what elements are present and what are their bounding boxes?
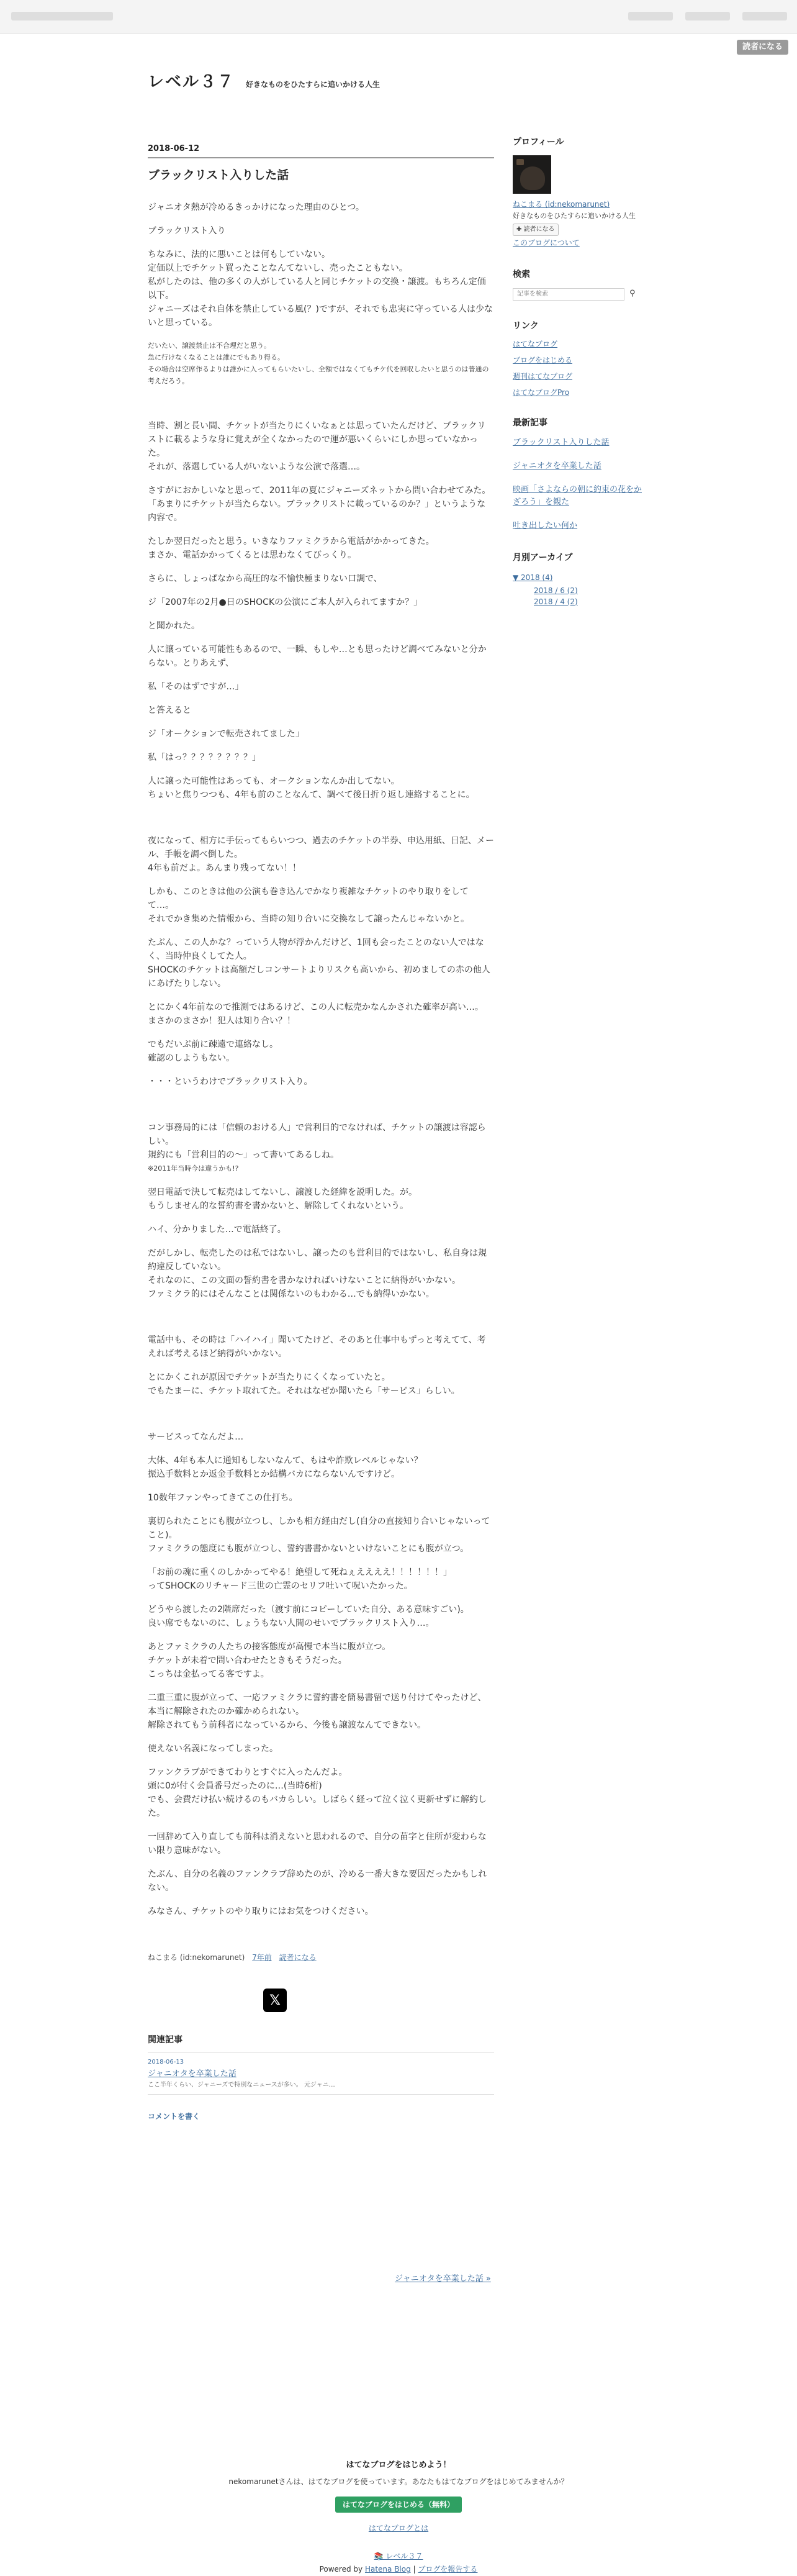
entry-title[interactable]: ブラックリスト入りした話 [148, 168, 289, 182]
entry-date[interactable]: 2018-06-12 [148, 143, 494, 158]
entry-paragraph [148, 1186, 494, 1213]
entry-paragraph [148, 936, 494, 991]
link-item[interactable]: はてなブログ [513, 340, 558, 349]
entry-paragraph [148, 643, 494, 670]
profile-subscribe-button[interactable]: ✚ 読者になる [513, 224, 559, 236]
entry-line: 人に譲っている可能性もあるので、一瞬、もしや…とも思ったけど調べてみないと分からない。とりあえず、 [148, 645, 487, 669]
search-icon[interactable]: ⚲ [629, 289, 636, 299]
entry-line: こっちは金払ってる客ですよ。 [148, 1669, 269, 1680]
entry-paragraph [148, 1742, 494, 1756]
paragraph-gap [148, 812, 494, 834]
entry-line: ジ「オークションで転売されてました」 [148, 729, 304, 740]
entry-line: その場合は空席作るよりは誰かに入ってもらいたいし、全額ではなくてもチケ代を回収したいと思うのは普通の考えだろう。 [148, 365, 489, 386]
links-heading: リンク [513, 320, 539, 331]
blog-header [148, 70, 380, 96]
entry-line: 私がしたのは、他の多くの人がしている人と同じチケットの交換・譲渡。もちろん定価以下。 [148, 277, 486, 301]
entry-line: ファミクラ的にはそんなことは関係ないのもわかる…でも納得いかない。 [148, 1289, 435, 1300]
avatar[interactable] [513, 155, 551, 194]
entry-paragraph [148, 572, 494, 586]
related-title[interactable]: ジャニオタを卒業した話 [148, 2069, 236, 2079]
entry-line: ってSHOCKのリチャード三世の亡霊のセリフ吐いて呪いたかった。 [148, 1581, 413, 1592]
entry-line: ファミクラの態度にも腹が立つし、誓約書書かないといけないことにも腹が立つ。 [148, 1544, 469, 1554]
entry-line: 一回辞めて入り直しても前科は消えないと思われるので、自分の苗字と住所が変わらない限り意味がない。 [148, 1832, 487, 1856]
entry-paragraph [148, 201, 494, 214]
entry-body [148, 201, 494, 1918]
search-heading: 検索 [513, 269, 530, 279]
entry-paragraph [148, 834, 494, 875]
entry-line: 人に譲った可能性はあっても、オークションなんか出してない。 [148, 776, 400, 787]
entry-paragraph [148, 224, 494, 238]
entry-line: 二重三重に腹が立って、一応ファミクラに誓約書を簡易書留で送り付けてやったけど、本当に解除されたのか確かめられない。 [148, 1693, 487, 1717]
related-item[interactable] [148, 2058, 494, 2095]
author-name[interactable]: ねこまる (id:nekomarunet) [148, 1953, 245, 1962]
archive-heading: 月別アーカイブ [513, 552, 573, 563]
entry-paragraph [148, 1000, 494, 1028]
archive-year-toggle[interactable]: ▼ 2018 (4) [513, 573, 553, 583]
entry-paragraph [148, 1454, 494, 1481]
entry-line: 4年も前だよ。あんまり残ってない！！ [148, 863, 301, 874]
entry-line: だがしかし、転売したのは私ではないし、譲ったのも営利目的ではないし、私自身は規約違反していない。 [148, 1248, 487, 1272]
paragraph-gap [148, 1408, 494, 1430]
entry-paragraph [148, 419, 494, 474]
entry-line: 急に行けなくなることは誰にでもあり得る。 [148, 353, 284, 362]
entry-line: と聞かれた。 [148, 621, 200, 632]
entry-line: たぶん、自分の名義のファンクラブ辞めたのが、冷める一番大きな要因だったかもしれない。 [148, 1869, 487, 1893]
hatena-blog-link[interactable]: Hatena Blog [364, 2565, 411, 2574]
entry-line: でもだいぶ前に疎遠で連絡なし。 [148, 1040, 278, 1050]
entry-line: 夜になって、相方に手伝ってもらいつつ、過去のチケットの半券、申込用紙、日記、メール、手帳を調べ倒した。 [148, 836, 494, 860]
entry-line: 「お前の魂に重くのしかかってやる！絶望して死ねぇええええ！！！！！！」 [148, 1567, 452, 1578]
entry-line: まさか、電話かかってくるとは思わなくてびっくり。 [148, 550, 356, 561]
entry-line: ジ「2007年の2月●日のSHOCKの公演にご本人が入られてますか？」 [148, 597, 423, 608]
recent-heading: 最新記事 [513, 418, 547, 429]
link-item[interactable]: ブログをはじめる [513, 356, 573, 365]
entry-line: しかも、このときは他の公演も巻き込んでかなり複雑なチケットのやり取りをしてて…。 [148, 887, 469, 911]
entry-line: 10数年ファンやってきてこの仕打ち。 [148, 1493, 298, 1503]
entry-paragraph [148, 1515, 494, 1556]
archive-section [513, 551, 649, 607]
entry-line: ジャニーズはそれ自体を禁止している風(？)ですが、それでも忠実に守っている人は少ないと思っている。 [148, 304, 493, 329]
entry-line: 翌日電話で決して転売はしてないし、譲渡した経緯を説明した。が。 [148, 1187, 417, 1198]
entry-line: 裏切られたことにも腹が立つし、しかも相方経由だし(自分の直接知り合いじゃないってこと)。 [148, 1517, 490, 1541]
search-section [513, 268, 649, 301]
link-item[interactable]: 週刊はてなブログ [513, 372, 573, 381]
entry-line: ・・・というわけでブラックリスト入り。 [148, 1077, 313, 1087]
related-heading: 関連記事 [148, 2033, 494, 2052]
entry-footer [148, 1952, 494, 1964]
entry-line: さらに、しょっぱなから高圧的な不愉快極まりない口調で、 [148, 574, 382, 584]
entry-line: ちょいと焦りつつも、4年も前のことなんて、調べて後日折り返し連絡することに。 [148, 790, 475, 800]
entry-line: ちなみに、法的に悪いことは何もしていない。 [148, 250, 330, 260]
entry-paragraph [148, 1333, 494, 1361]
entry-line: それなのに、この文面の誓約書を書かなければいけないことに納得がいかない。 [148, 1276, 461, 1286]
paragraph-gap [148, 1311, 494, 1333]
blog-description: 好きなものをひたすらに追いかける人生 [246, 80, 380, 89]
search-input[interactable] [513, 288, 624, 301]
powered-separator: | [410, 2565, 418, 2574]
link-item[interactable]: はてなブログPro [513, 388, 570, 397]
entry-line: 「あまりにチケットが当たらない。ブラックリストに載っているのか？」というような内容で。 [148, 499, 486, 524]
entry-paragraph [148, 1867, 494, 1895]
entry-line: だいたい、譲渡禁止は不合理だと思う。 [148, 342, 271, 350]
entry-line: さすがにおかしいなと思って、2011年の夏にジャニーズネットから問い合わせてみた。 [148, 486, 491, 496]
footer-subscribe-link[interactable]: 読者になる [279, 1953, 317, 1962]
header-menu-placeholder[interactable] [628, 12, 673, 20]
paragraph-gap [148, 1099, 494, 1121]
entry-line: ※2011年当時今は違うかも!? [148, 1164, 239, 1173]
entry-line: 規約にも「営利目的の〜」って書いてあるしね。 [148, 1150, 339, 1161]
entry-paragraph [148, 680, 494, 694]
entry-line: コン事務局的には「信頼のおける人」で営利目的でなければ、チケットの譲渡は容認らしい。 [148, 1123, 486, 1147]
entry-line: ブラックリスト入り [148, 226, 226, 237]
entry-paragraph [148, 727, 494, 741]
entry-line: でもたまーに、チケット取れてた。それはなぜか聞いたら「サービス」らしい。 [148, 1386, 460, 1397]
entry-line: 定価以上でチケット買ったことなんてないし、売ったこともない。 [148, 263, 408, 274]
about-blog-link[interactable]: このブログについて [513, 238, 580, 247]
header-menu-placeholder[interactable] [742, 12, 787, 20]
profile-description: 好きなものをひたすらに追いかける人生 [513, 211, 636, 220]
entry-paragraph [148, 774, 494, 802]
paragraph-gap [148, 397, 494, 419]
entry-paragraph [148, 1430, 494, 1444]
archive-month-link[interactable]: 2018 / 6 (2) [534, 586, 578, 595]
promo-title: はてなブログをはじめよう！ [346, 2460, 451, 2470]
entry-paragraph [148, 1491, 494, 1505]
recent-entry-link[interactable]: 映画「さよならの朝に約束の花をかざろう」を観た [513, 484, 642, 507]
start-blog-button[interactable]: はてなブログをはじめる（無料） [335, 2497, 462, 2513]
entry-line: サービスってなんだよ… [148, 1432, 244, 1443]
links-section [513, 319, 649, 397]
entry-paragraph [148, 1038, 494, 1065]
entry-line: 頭に0が付く会員番号だったのに…(当時6桁) [148, 1781, 322, 1792]
entry-paragraph [148, 1905, 494, 1918]
powered-prefix: Powered by [319, 2565, 365, 2574]
entry-paragraph [148, 484, 494, 525]
entry-line: 確認のしようもない。 [148, 1053, 235, 1064]
entry-line: それが、落選している人がいないような公演で落選…。 [148, 462, 365, 473]
entry-paragraph [148, 1691, 494, 1732]
header-menu-placeholder[interactable] [685, 12, 730, 20]
entry-line: チケットが未着で問い合わせたときもそうだった。 [148, 1656, 347, 1666]
entry-paragraph [148, 596, 494, 609]
entry-paragraph [148, 1223, 494, 1236]
entry-line: みなさん、チケットのやり取りにはお気をつけください。 [148, 1907, 374, 1917]
top-bar [0, 0, 797, 34]
sidebar [513, 135, 649, 607]
entry-paragraph [148, 1830, 494, 1857]
entry-line: どうやら渡したの2階席だった（渡す前にコピーしていた自分、ある意味すごい)。 [148, 1605, 469, 1615]
entry-paragraph [148, 1766, 494, 1820]
profile-heading: プロフィール [513, 137, 564, 147]
entry-paragraph [148, 1075, 494, 1089]
recent-entry-link[interactable]: ブラックリスト入りした話 [513, 437, 610, 447]
subscribe-button[interactable]: 読者になる [737, 40, 788, 55]
related-date: 2018-06-13 [148, 2058, 184, 2066]
entry-paragraph [148, 248, 494, 330]
entry-line: 私「はっ？？？？？？？？」 [148, 753, 261, 763]
archive-month-link[interactable]: 2018 / 4 (2) [534, 597, 578, 606]
entry-paragraph [148, 704, 494, 717]
promo-text: nekomarunetさんは、はてなブログを使っています。あなたもはてなブログをはじめてみませんか？ [228, 2477, 569, 2486]
entry-line: たぶん、この人かな？っていう人物が浮かんだけど、1回も会ったことのない人ではなく、当時仲良くしてた人。 [148, 938, 484, 962]
entry-line: とにかくこれが原因でチケットが当たりにくくなっていたと。 [148, 1372, 390, 1383]
related-snippet: ここ半年くらい、ジャニーズで特別なニュースが多い。 元ジャニ… [148, 2082, 335, 2089]
entry-line: 大体、4年も本人に通知もしないなんて、もはや詐欺レベルじゃない？ [148, 1456, 423, 1466]
entry-paragraph [148, 1121, 494, 1176]
profile-name[interactable]: ねこまる (id:nekomarunet) [513, 200, 610, 209]
entry-line: と答えると [148, 705, 191, 716]
about-hatena-link[interactable]: はてなブログとは [368, 2523, 429, 2533]
footer-blog-title-link[interactable]: 📚 レベル３７ [374, 2552, 423, 2561]
search-row [513, 288, 649, 301]
entry-line: ハイ、分かりました…で電話終了。 [148, 1225, 286, 1235]
entry-line: 振込手数料とか返金手数料とか結構バカにならないんですけど。 [148, 1469, 400, 1480]
entry-line: 私「そのはずですが…」 [148, 682, 244, 692]
entry-line: たしか翌日だったと思う。いきなりファミクラから電話がかかってきた。 [148, 537, 435, 547]
entry-line: それでかき集めた情報から、当時の知り合いに交換なして譲ったんじゃないかと。 [148, 914, 469, 925]
recent-section [513, 416, 649, 532]
recent-entry-link[interactable]: ジャニオタを卒業した話 [513, 461, 601, 471]
hatena-logo-placeholder[interactable] [11, 12, 113, 20]
entry-paragraph [148, 751, 494, 764]
main-column [148, 143, 494, 2123]
entry-line: でも、会費だけ払い続けるのもバカらしい。しばらく経って泣く泣く更新せずに解約した。 [148, 1795, 487, 1819]
entry-line: まさかのまさか！犯人は知り合い？！ [148, 1016, 295, 1027]
blog-title[interactable]: レベル３７ [148, 73, 235, 91]
entry-line: 電話中も、その時は「ハイハイ」聞いてたけど、そのあと仕事中もずっと考えてて、考えれば考えるほど納得がいかない。 [148, 1335, 486, 1359]
entry-paragraph [148, 1566, 494, 1593]
entry-line: とにかく4年前なので推測ではあるけど、この人に転売かなんかされた確率が高い…。 [148, 1002, 484, 1013]
entry-ago-link[interactable]: 7年前 [252, 1953, 272, 1962]
entry-paragraph [148, 1246, 494, 1301]
entry-paragraph [148, 340, 494, 387]
entry-paragraph [148, 1371, 494, 1398]
x-share-button[interactable]: 𝕏 [263, 1989, 287, 2012]
write-comment-link[interactable]: コメントを書く [148, 2112, 200, 2121]
entry-line: 解除されてもう前科者になっているから、今後も譲渡なんてできない。 [148, 1720, 426, 1731]
entry-line: ファンクラブができてわりとすぐに入ったんだよ。 [148, 1767, 348, 1778]
entry-paragraph [148, 535, 494, 562]
powered-by [0, 2564, 797, 2575]
entry-line: あとファミクラの人たちの接客態度が高慢で本当に腹が立つ。 [148, 1642, 391, 1653]
entry-line: 良い席でもないのに、しょうもない人間のせいでブラックリスト入り…。 [148, 1618, 435, 1629]
entry-paragraph [148, 885, 494, 926]
entry-line: 当時、割と長い間、チケットが当たりにくいなぁとは思っていたんだけど、ブラックリストに載るような身に覚えが全くなかったので運が悪いくらいにしか思っていなかった。 [148, 421, 486, 459]
entry-line: もうしません的な誓約書を書かないと、解除してくれないという。 [148, 1201, 408, 1212]
entry-line: ジャニオタ熱が冷めるきっかけになった理由のひとつ。 [148, 202, 364, 213]
report-blog-link[interactable]: ブログを報告する [418, 2565, 478, 2574]
older-entry-link[interactable]: ジャニオタを卒業した話 » [395, 2274, 491, 2283]
entry-paragraph [148, 1603, 494, 1630]
entry-line: 使えない名義になってしまった。 [148, 1744, 278, 1754]
entry-line: SHOCKのチケットは高額だしコンサートよりリスクも高いから、初めましての赤の他人にあげたりしない。 [148, 965, 490, 989]
hatena-promo [0, 2459, 797, 2576]
entry-paragraph [148, 1640, 494, 1681]
entry-paragraph [148, 619, 494, 633]
recent-entry-link[interactable]: 吐き出したい何か [513, 520, 578, 530]
